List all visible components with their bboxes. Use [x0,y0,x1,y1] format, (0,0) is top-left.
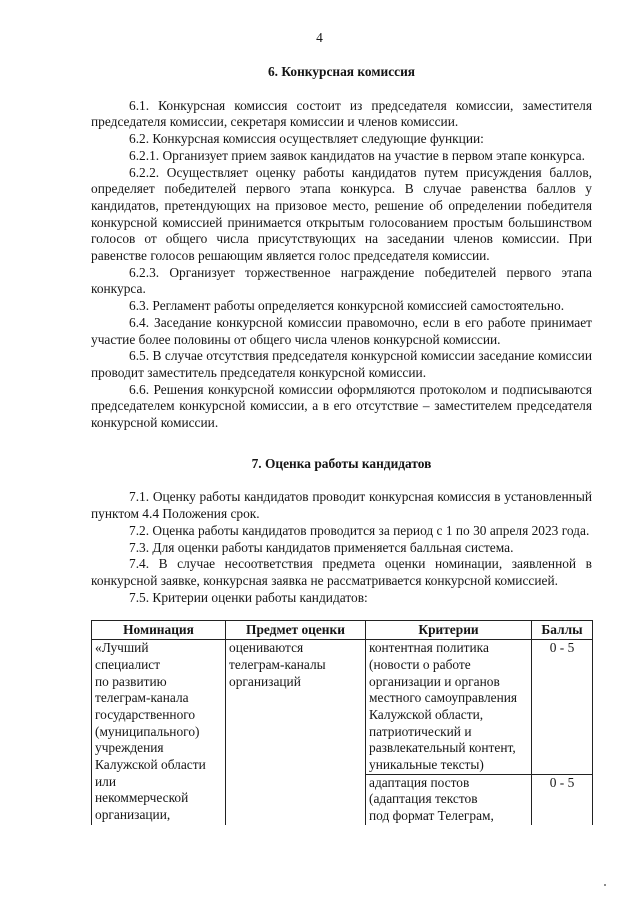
header-score: Баллы [532,621,593,640]
subject-line: организаций [229,673,301,689]
criteria-line: развлекательный контент, [369,740,516,756]
header-subject: Предмет оценки [226,621,366,640]
nomination-line: или [95,773,117,789]
paragraph-6-2: 6.2. Конкурсная комиссия осуществляет следующие функции: [129,131,484,147]
nomination-line: «Лучший [95,640,149,656]
criteria-line: Калужской области, [369,706,484,722]
paragraph-6-1: 6.1. Конкурсная комиссия состоит из председателя комиссии, заместителя председателя комиссии, секретаря комиссии и членов комиссии. [91,97,592,130]
nomination-line: Калужской области [95,757,206,773]
scan-speck [604,884,606,886]
criteria-line: под формат Телеграм, [369,808,494,824]
criteria-cell [366,640,532,775]
nomination-line: учреждения [95,740,164,756]
nomination-line: государственного [95,706,196,722]
table-header-row [92,621,593,640]
paragraph-6-2-3: 6.2.3. Организует торжественное награждение победителей первого этапа конкурса. [91,264,592,297]
nomination-line: по развитию [95,673,167,689]
paragraph-6-2-2: 6.2.2. Осуществляет оценку работы кандидатов путем присуждения баллов, определяет победителей первого этапа конкурса. В случае равенства баллов у кандидатов, претендующих на призовое место, решение об определении победителя конкурсной комиссией принимается открытым голосованием простым большинством голосов от общего числа присутствующих на заседании членов комиссии. При равенстве голосов решающим является голос председателя комиссии. [91,164,592,264]
score-cell: 0 - 5 [532,774,593,825]
section-7-title: 7. Оценка работы кандидатов [251,455,432,471]
criteria-line: уникальные тексты) [369,757,484,773]
subject-line: оцениваются [229,640,304,656]
criteria-line: патриотический и [369,723,472,739]
document-body [91,64,592,825]
nomination-cell [92,640,226,825]
score-cell: 0 - 5 [532,640,593,775]
criteria-line: организации и органов [369,673,500,689]
criteria-cell [366,774,532,825]
subject-cell [226,640,366,825]
criteria-line: адаптация постов [369,774,470,790]
paragraph-7-3: 7.3. Для оценки работы кандидатов применяется балльная система. [129,539,514,555]
paragraph-6-6: 6.6. Решения конкурсной комиссии оформляются протоколом и подписываются председателем конкурсной комиссии, а в его отсутствие – заместителем председателя конкурсной комиссии. [91,381,592,431]
header-criteria: Критерии [366,621,532,640]
paragraph-7-4: 7.4. В случае несоответствия предмета оценки номинации, заявленной в конкурсной заявке, конкурсная заявка не рассматривается конкурсной комиссией. [91,556,592,588]
paragraph-7-5: 7.5. Критерии оценки работы кандидатов: [129,589,368,605]
paragraph-7-2: 7.2. Оценка работы кандидатов проводится за период с 1 по 30 апреля 2023 года. [129,522,590,538]
criteria-line: (адаптация текстов [369,791,478,807]
paragraph-6-2-1: 6.2.1. Организует прием заявок кандидатов на участие в первом этапе конкурса. [129,147,585,163]
paragraph-6-5: 6.5. В случае отсутствия председателя конкурсной комиссии заседание комиссии проводит заместитель председателя конкурсной комиссии. [91,348,592,380]
criteria-table [91,620,593,824]
nomination-line: некоммерческой [95,790,189,806]
table-row [92,640,593,775]
nomination-line: телеграм-канала [95,690,189,706]
paragraph-7-1: 7.1. Оценку работы кандидатов проводит конкурсная комиссия в установленный пунктом 4.4 Положения срок. [91,489,592,522]
paragraph-6-4: 6.4. Заседание конкурсной комиссии правомочно, если в его работе принимает участие более половины от общего числа членов конкурсной комиссии. [91,314,592,347]
nomination-line: специалист [95,656,161,672]
page-number: 4 [316,30,323,45]
nomination-line: организации, [95,807,171,823]
criteria-line: местного самоуправления [369,690,518,706]
section-6-title: 6. Конкурсная комиссия [267,64,416,79]
nomination-line: (муниципального) [95,723,200,739]
criteria-line: (новости о работе [369,656,471,672]
criteria-line: контентная политика [369,640,489,656]
subject-line: телеграм-каналы [229,656,326,672]
paragraph-6-3: 6.3. Регламент работы определяется конкурсной комиссией самостоятельно. [129,298,565,314]
header-nomination: Номинация [92,621,226,640]
